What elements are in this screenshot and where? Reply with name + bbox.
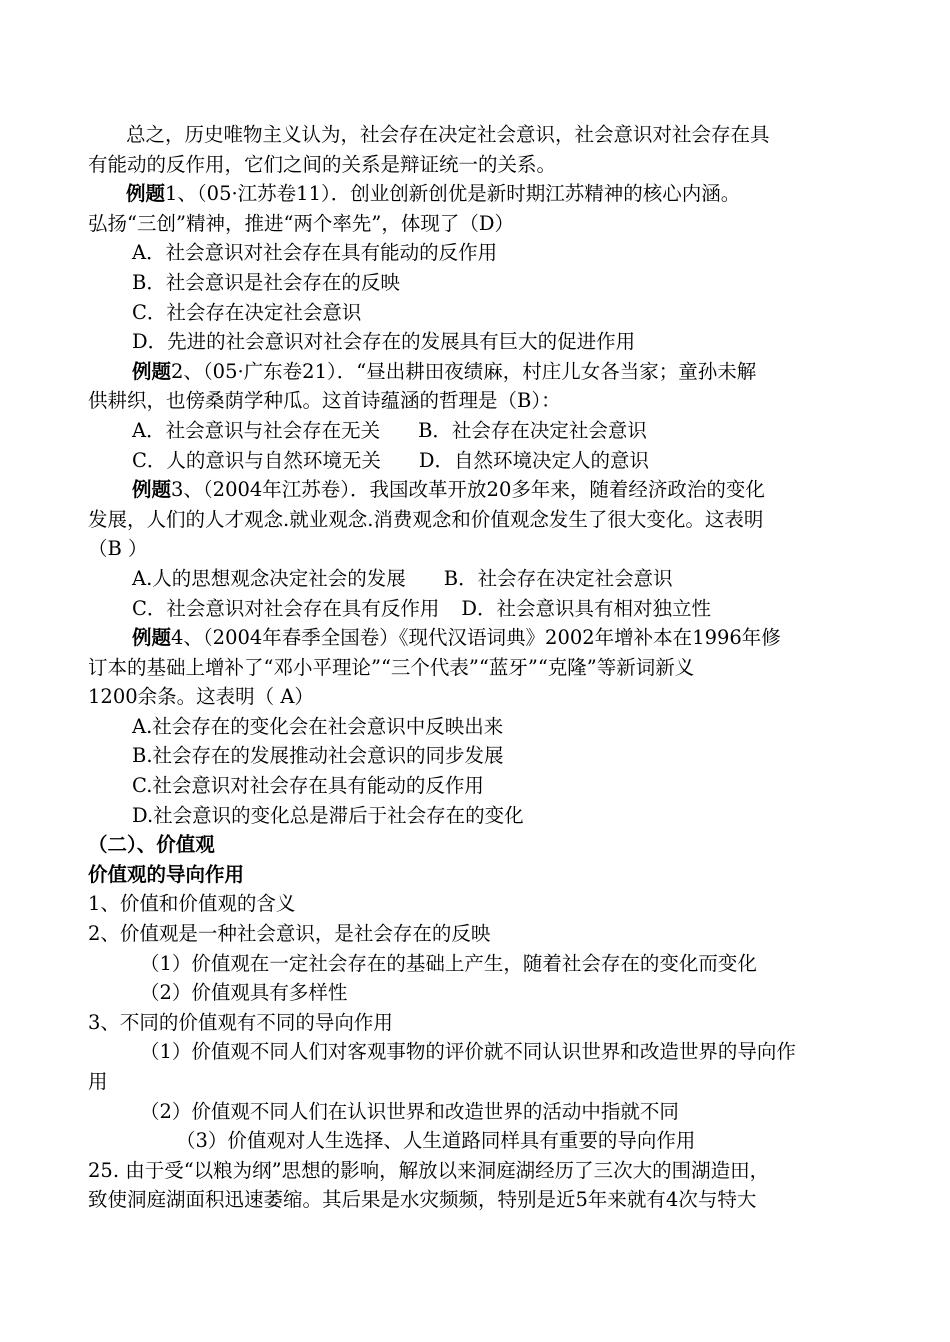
point-3: 3、不同的价值观有不同的导向作用 — [88, 1010, 393, 1034]
question-4-text: 4、（2004年春季全国卷）《现代汉语词典》2002年增补本在1996年修 — [171, 626, 781, 650]
question-3-options-ab — [88, 564, 878, 594]
question-4-option-c: C.社会意识对社会存在具有能动的反作用 — [132, 774, 484, 798]
summary-line-1: 总之，历史唯物主义认为，社会存在决定社会意识，社会意识对社会存在具 — [126, 123, 770, 146]
point-1: 1、价值和价值观的含义 — [88, 892, 296, 916]
question-3-option-a: A.人的思想观念决定社会的发展 — [132, 566, 406, 590]
question-3-label: 例题 — [132, 478, 172, 502]
point-3-3: （3）价值观对人生选择、人生道路同样具有重要的导向作用 — [176, 1129, 696, 1153]
question-4-answer: 1200余条。这表明（ A） — [88, 685, 314, 709]
question-2-stem-2: 供耕织，也傍桑荫学种瓜。这首诗蕴涵的哲理是（B）： — [88, 389, 561, 413]
question-25-line-1: 25. 由于受“以粮为纲”思想的影响，解放以来洞庭湖经历了三次大的围湖造田， — [88, 1158, 770, 1182]
question-4-option-d: D.社会意识的变化总是滞后于社会存在的变化 — [132, 803, 524, 827]
document-page — [88, 120, 878, 1215]
question-1-stem-2: 弘扬“三创”精神，推进“两个率先”，体现了（D） — [88, 211, 515, 235]
point-2: 2、价值观是一种社会意识，是社会存在的反映 — [88, 922, 491, 946]
summary-line-2: 有能动的反作用，它们之间的关系是辩证统一的关系。 — [88, 152, 557, 176]
point-2-1: （1）价值观在一定社会存在的基础上产生，随着社会存在的变化而变化 — [140, 951, 757, 975]
question-4-stem — [88, 623, 878, 653]
question-1-option-b: B．社会意识是社会存在的反映 — [132, 270, 400, 294]
section-subheading: 价值观的导向作用 — [88, 862, 245, 886]
question-2-options-ab — [88, 416, 878, 446]
question-2-stem — [88, 357, 878, 387]
question-2-text: 2、（05·广东卷21）．“昼出耕田夜绩麻，村庄儿女各当家；童孙未解 — [171, 359, 757, 383]
question-3-option-d: D．社会意识具有相对独立性 — [461, 596, 712, 620]
question-1-option-c: C．社会存在决定社会意识 — [132, 300, 362, 324]
question-3-option-b: B．社会存在决定社会意识 — [443, 566, 673, 590]
point-2-2: （2）价值观具有多样性 — [140, 981, 348, 1005]
question-2-option-b: B．社会存在决定社会意识 — [418, 418, 647, 442]
question-4-stem-2: 订本的基础上增补了“邓小平理论”“三个代表”“蓝牙”“克隆”等新词新义 — [88, 655, 695, 679]
question-3-stem — [88, 475, 878, 505]
question-1-label: 例题 — [126, 182, 166, 206]
question-2-options-cd — [88, 446, 878, 476]
question-4-option-a: A.社会存在的变化会在社会意识中反映出来 — [132, 714, 504, 738]
question-3-stem-2: 发展，人们的人才观念.就业观念.消费观念和价值观念发生了很大变化。这表明 — [88, 507, 764, 531]
question-1-text: 1、（05·江苏卷11）．创业创新创优是新时期江苏精神的核心内涵。 — [165, 182, 741, 206]
question-3-answer: （B ） — [88, 537, 148, 561]
question-25-line-2: 致使洞庭湖面积迅速萎缩。其后果是水灾频频，特别是近5年来就有4次与特大 — [88, 1188, 757, 1212]
question-1-option-d: D．先进的社会意识对社会存在的发展具有巨大的促进作用 — [132, 330, 636, 354]
question-1-stem — [88, 179, 878, 209]
question-2-option-c: C．人的意识与自然环境无关 — [132, 448, 381, 472]
point-3-1: （1）价值观不同人们对客观事物的评价就不同认识世界和改造世界的导向作 — [140, 1040, 796, 1064]
question-2-label: 例题 — [132, 359, 172, 383]
question-4-option-b: B.社会存在的发展推动社会意识的同步发展 — [132, 744, 504, 768]
question-2-option-a: A．社会意识与社会存在无关 — [132, 418, 381, 442]
section-heading: （二）、价值观 — [88, 833, 215, 857]
question-4-label: 例题 — [132, 626, 172, 650]
question-2-option-d: D．自然环境决定人的意识 — [418, 448, 650, 472]
point-3-1-cont: 用 — [88, 1070, 108, 1093]
question-3-text: 3、（2004年江苏卷）．我国改革开放20多年来，随着经济政治的变化 — [171, 478, 765, 502]
question-1-option-a: A．社会意识对社会存在具有能动的反作用 — [132, 241, 498, 265]
point-3-2: （2）价值观不同人们在认识世界和改造世界的活动中指就不同 — [140, 1099, 679, 1123]
question-3-options-cd — [88, 594, 878, 624]
question-3-option-c: C．社会意识对社会存在具有反作用 — [132, 596, 440, 620]
